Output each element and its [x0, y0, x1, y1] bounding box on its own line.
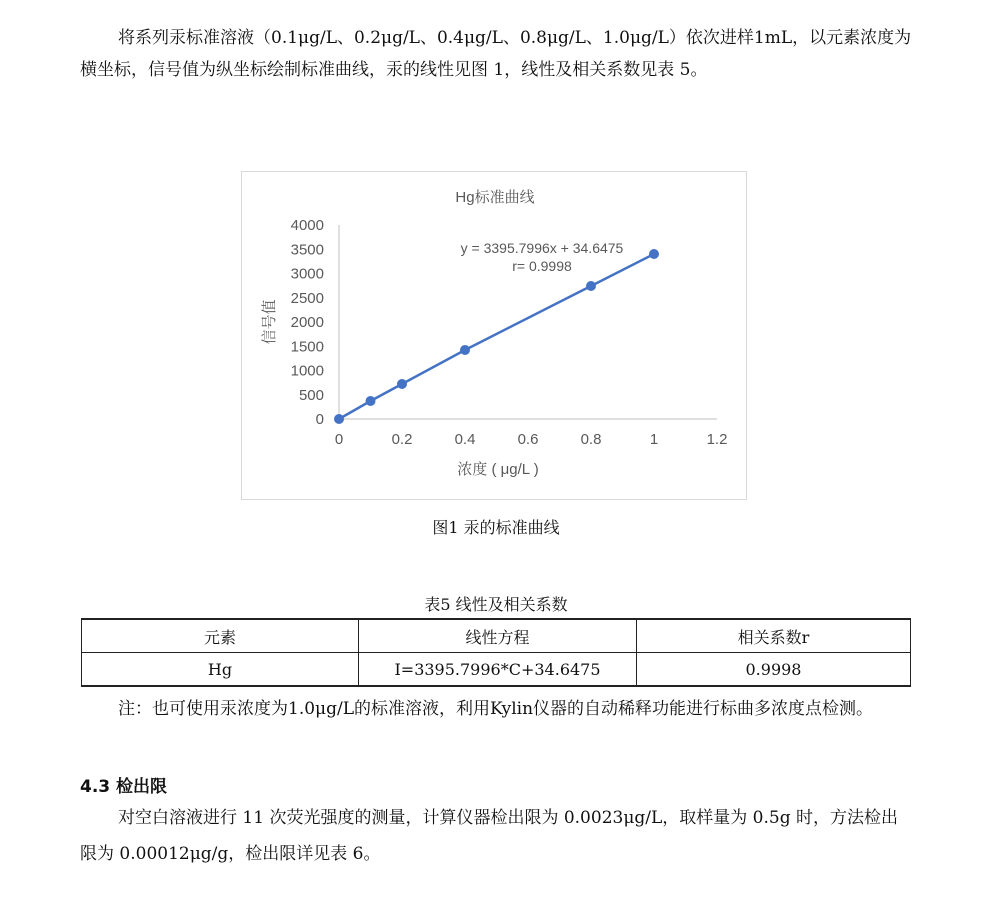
section-paragraph: 对空白溶液进行 11 次荧光强度的测量，计算仪器检出限为 0.0023μg/L，取样量为 0.5g 时，方法检出限为 0.00012μg/g，检出限详见表 6。 [80, 808, 898, 864]
correlation-coefficient: r= 0.9998 [512, 258, 572, 274]
x-tick-label: 1 [649, 431, 659, 448]
data-point [649, 249, 659, 259]
figure-caption: 图1 汞的标准曲线 [432, 518, 560, 537]
y-tick-label: 1000 [290, 362, 324, 380]
y-axis-label: 信号值 [261, 299, 278, 345]
data-point [397, 379, 407, 389]
y-tick-label: 1500 [290, 338, 324, 356]
regression-equation: y = 3395.7996x + 34.6475 [460, 240, 624, 256]
section-heading: 4.3 检出限 [80, 777, 168, 797]
data-point [334, 414, 344, 424]
x-tick-label: 0 [334, 431, 344, 448]
cell-correlation: 0.9998 [637, 653, 911, 687]
data-point [586, 281, 596, 291]
y-tick-label: 3500 [290, 241, 324, 259]
calibration-chart [241, 171, 747, 500]
x-axis-ticks [335, 431, 728, 448]
cell-element: Hg [82, 653, 359, 687]
cell-equation: I=3395.7996*C+34.6475 [359, 653, 637, 687]
x-tick-label: 0.8 [580, 431, 602, 448]
header-equation: 线性方程 [359, 619, 637, 653]
y-tick-label: 500 [298, 386, 324, 404]
note-paragraph: 注：也可使用汞浓度为1.0μg/L的标准溶液，利用Kylin仪器的自动稀释功能进行标曲多浓度点检测。 [118, 699, 874, 719]
header-correlation: 相关系数r [637, 619, 911, 653]
x-axis-label: 浓度 ( μg/L ) [457, 461, 539, 478]
y-tick-label: 2000 [290, 314, 324, 331]
x-tick-label: 0.6 [517, 431, 539, 448]
y-tick-label: 3000 [290, 265, 324, 283]
linearity-table [81, 618, 911, 687]
y-tick-label: 2500 [290, 289, 324, 307]
chart-canvas [242, 172, 748, 501]
table-row [82, 653, 911, 687]
intro-paragraph: 将系列汞标准溶液（0.1μg/L、0.2μg/L、0.4μg/L、0.8μg/L、1.0μg/L）依次进样1mL，以元素浓度为横坐标，信号值为纵坐标绘制标准曲线，汞的线性见图 1，线性及相关系数见表 5。 [80, 28, 912, 80]
x-tick-label: 0.2 [391, 431, 413, 448]
x-tick-label: 0.4 [454, 431, 476, 448]
data-point [366, 396, 376, 406]
series-line-hg [339, 254, 654, 419]
y-axis-ticks [291, 217, 324, 428]
header-element: 元素 [82, 619, 359, 653]
table-header-row [82, 619, 911, 653]
table-caption: 表5 线性及相关系数 [424, 595, 568, 614]
chart-title: Hg标准曲线 [455, 189, 535, 206]
data-point [460, 345, 470, 355]
x-tick-label: 1.2 [706, 431, 728, 448]
y-tick-label: 4000 [290, 217, 324, 234]
y-tick-label: 0 [315, 411, 324, 428]
